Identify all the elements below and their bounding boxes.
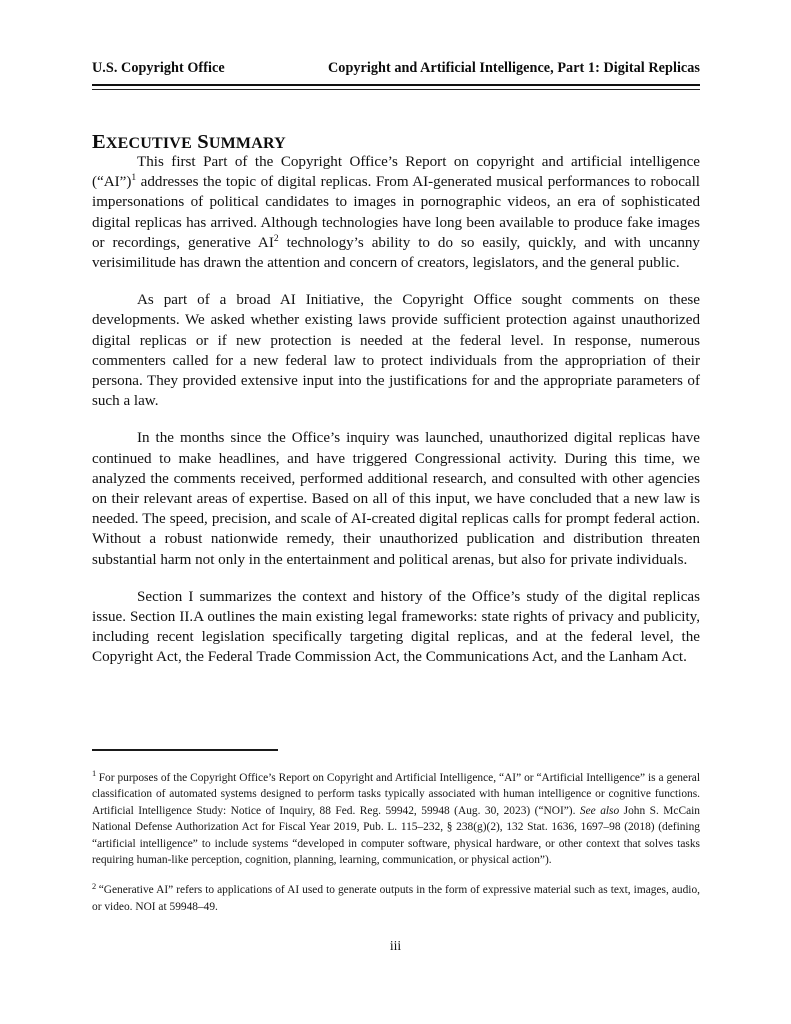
page-number: iii (389, 938, 402, 953)
footnote-1 (92, 770, 700, 868)
footnote-ref-2[interactable]: 2 (273, 232, 279, 244)
paragraph-2: As part of a broad AI Initiative, the Copyright Office sought comments on these developments. We asked whether existing laws provide sufficient protection against unauthorized digital replicas or if new protection is needed at the federal level. In response, numerous commenters called for a new federal law to protect individuals from the appropriation of their persona. They provided extensive input into the justifications for and the appropriate parameters of such a law. (92, 292, 700, 410)
footnote-2-text-a: “Generative AI” refers to applications of AI used to generate outputs in the form of expressive material such as text, images, audio, or video. NOI at 59948–49. (92, 884, 700, 913)
paragraph-4: Section I summarizes the context and history of the Office’s study of the digital replicas issue. Section II.A outlines the main existing legal frameworks: state rights of privacy and publicity, including recent legislation specifically targeting digital replicas, and at the federal level, the Copyright Act, the Federal Trade Commission Act, the Communications Act, and the Lanham Act. (92, 588, 700, 666)
para1-text-c: technology’s ability to do so easily, quickly, and with uncanny verisimilitude has drawn the attention and concern of creators, legislators, and the general public. (92, 234, 700, 272)
title-rest-summary: UMMARY (208, 134, 286, 152)
para1-text-a: This first Part of the Copyright Office’s Report on copyright and artificial intelligence (“AI”) (92, 154, 700, 191)
paragraph-1 (92, 152, 700, 273)
header-left-title: U.S. Copyright Office (92, 60, 225, 76)
title-initial-e: E (92, 130, 106, 153)
footnote-2-marker: 2 (92, 881, 97, 891)
footnote-1-text-a: For purposes of the Copyright Office’s Report on Copyright and Artificial Intelligence, “AI” or “Artificial Intelligence” is a general classification of automated systems designed to perform tasks typically associated with human intelligence or cognitive functions. Artificial Intelligence Study: Notice of Inquiry, 88 Fed. Reg. 59942, 59948 (Aug. 30, 2023) (“NOI”). (92, 772, 700, 817)
footnote-ref-1[interactable]: 1 (131, 172, 137, 184)
footnote-1-see-also: See also (579, 804, 620, 817)
running-header (92, 60, 700, 77)
footnote-1-marker: 1 (92, 769, 97, 779)
header-rule-thin (92, 89, 700, 90)
body-text (92, 152, 700, 668)
footnote-separator-rule (92, 749, 278, 751)
footnote-1-text-b: John S. McCain National Defense Authorization Act for Fiscal Year 2019, Pub. L. 115–232, § 238(g)(2), 132 Stat. 1636, 1697–98 (2018) (defining “artificial intelligence” to include systems “developed in computer software, physical hardware, or other context that solves tasks requiring human-like perception, cognition, planning, learning, communication, or physical action”). (92, 804, 700, 867)
footnote-2 (92, 882, 700, 915)
paragraph-3: In the months since the Office’s inquiry was launched, unauthorized digital replicas have continued to make headlines, and have triggered Congressional activity. During this time, we analyzed the comments received, performed additional research, and consulted with other agencies on their relevant areas of expertise. Based on all of this input, we have concluded that a new law is needed. The speed, precision, and scale of AI-created digital replicas calls for prompt federal action. Without a robust nationwide remedy, their unauthorized publication and distribution threaten substantial harm not only in the entertainment and political arenas, but also for private individuals. (92, 430, 700, 568)
footnotes-section (92, 770, 700, 915)
header-rule-thick (92, 84, 700, 86)
para1-text-b: addresses the topic of digital replicas. From AI-generated musical performances to robocall impersonations of political candidates to images in pornographic videos, an era of sophisticated digital replicas has arrived. Although technologies have long been available to produce fake images or recordings, generative AI (92, 174, 700, 251)
header-right-title: Copyright and Artificial Intelligence, Part 1: Digital Replicas (328, 60, 700, 76)
title-rest-executive: XECUTIVE (105, 134, 192, 152)
page-title (92, 131, 286, 154)
title-initial-s: S (197, 130, 209, 153)
